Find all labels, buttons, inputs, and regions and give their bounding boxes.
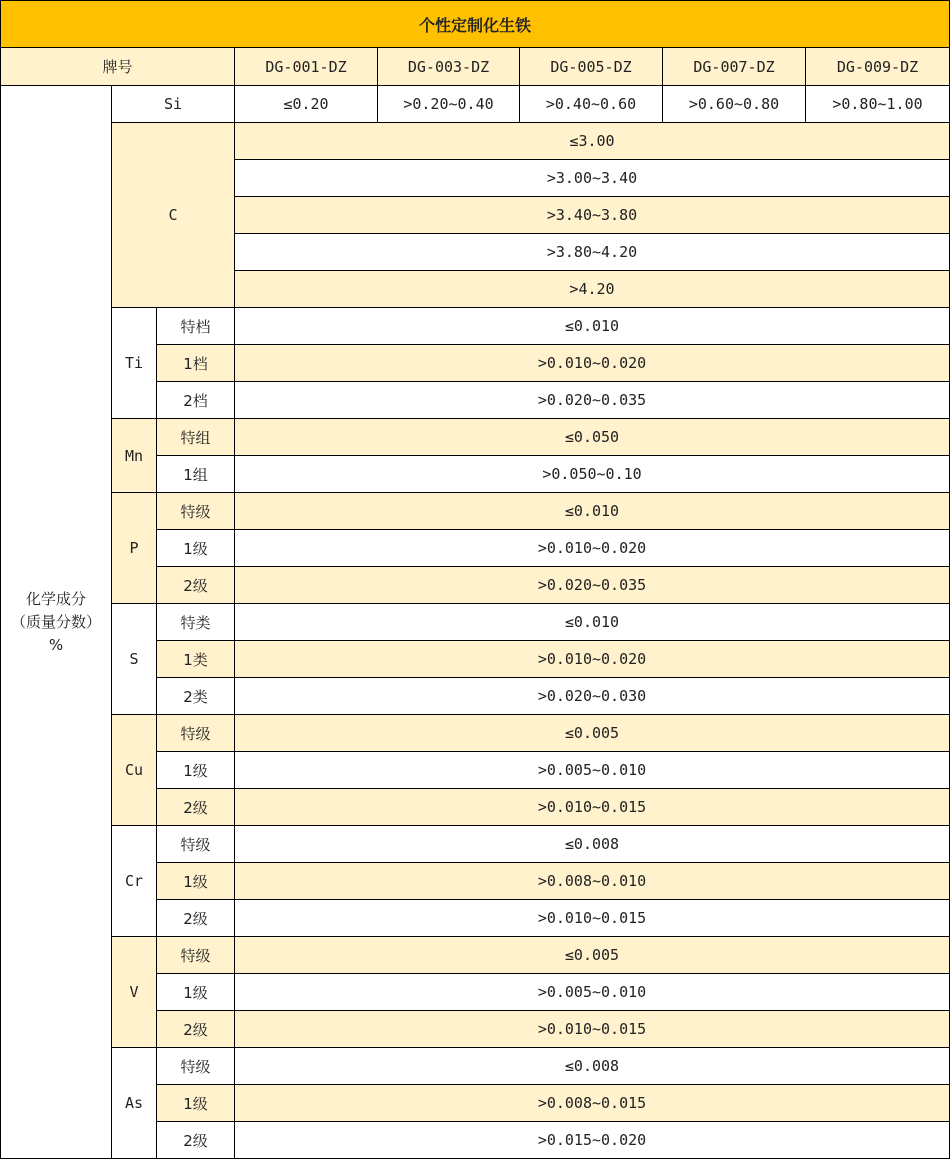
p-value: ≤0.010 (235, 493, 950, 530)
element-si: Si (112, 86, 235, 123)
as-value: >0.008~0.015 (235, 1085, 950, 1122)
title-row (1, 1, 950, 48)
s-value: ≤0.010 (235, 604, 950, 641)
p-value: >0.020~0.035 (235, 567, 950, 604)
category-label-line: % (48, 635, 64, 654)
element-c: C (112, 123, 235, 308)
as-level: 2级 (157, 1122, 235, 1159)
ti-level: 1档 (157, 345, 235, 382)
grade-header-row (1, 48, 950, 86)
cr-level: 2级 (157, 900, 235, 937)
as-value: >0.015~0.020 (235, 1122, 950, 1159)
element-cr: Cr (112, 826, 157, 937)
element-as: As (112, 1048, 157, 1159)
c-value-cell: >3.00~3.40 (235, 160, 950, 197)
s-value: >0.020~0.030 (235, 678, 950, 715)
category-label (1, 86, 112, 1159)
cr-level: 特级 (157, 826, 235, 863)
cu-value: ≤0.005 (235, 715, 950, 752)
v-value: >0.010~0.015 (235, 1011, 950, 1048)
grade-header-cell: DG-007-DZ (663, 48, 806, 86)
cr-value: ≤0.008 (235, 826, 950, 863)
si-value-cell: >0.60~0.80 (663, 86, 806, 123)
c-value-cell: >3.40~3.80 (235, 197, 950, 234)
mn-level: 1组 (157, 456, 235, 493)
cr-row (1, 826, 950, 863)
as-row (1, 1048, 950, 1085)
cr-level: 1级 (157, 863, 235, 900)
p-value: >0.010~0.020 (235, 530, 950, 567)
element-s: S (112, 604, 157, 715)
s-row (1, 604, 950, 641)
category-label-line: 化学成分 (25, 589, 86, 608)
si-value-cell: >0.20~0.40 (378, 86, 520, 123)
cu-value: >0.005~0.010 (235, 752, 950, 789)
ti-value: >0.020~0.035 (235, 382, 950, 419)
as-value: ≤0.008 (235, 1048, 950, 1085)
ti-level: 特档 (157, 308, 235, 345)
ti-level: 2档 (157, 382, 235, 419)
v-level: 特级 (157, 937, 235, 974)
element-p: P (112, 493, 157, 604)
cr-value: >0.008~0.010 (235, 863, 950, 900)
si-row (1, 86, 950, 123)
p-row (1, 493, 950, 530)
si-value-cell: ≤0.20 (235, 86, 378, 123)
element-v: V (112, 937, 157, 1048)
cu-value: >0.010~0.015 (235, 789, 950, 826)
ti-value: ≤0.010 (235, 308, 950, 345)
v-level: 1级 (157, 974, 235, 1011)
c-value-cell: ≤3.00 (235, 123, 950, 160)
s-level: 2类 (157, 678, 235, 715)
c-row (1, 123, 950, 160)
si-value-cell: >0.40~0.60 (520, 86, 663, 123)
as-level: 特级 (157, 1048, 235, 1085)
ti-row (1, 308, 950, 345)
mn-row (1, 419, 950, 456)
ti-value: >0.010~0.020 (235, 345, 950, 382)
p-level: 2级 (157, 567, 235, 604)
cu-level: 1级 (157, 752, 235, 789)
c-value-cell: >4.20 (235, 271, 950, 308)
element-ti: Ti (112, 308, 157, 419)
v-value: ≤0.005 (235, 937, 950, 974)
s-level: 1类 (157, 641, 235, 678)
cu-row (1, 715, 950, 752)
cu-level: 特级 (157, 715, 235, 752)
cu-level: 2级 (157, 789, 235, 826)
grade-header-cell: DG-009-DZ (806, 48, 950, 86)
grade-label: 牌号 (1, 48, 235, 86)
si-value-cell: >0.80~1.00 (806, 86, 950, 123)
category-label-line: （质量分数） (10, 612, 101, 631)
grade-header-cell: DG-001-DZ (235, 48, 378, 86)
mn-value: >0.050~0.10 (235, 456, 950, 493)
as-level: 1级 (157, 1085, 235, 1122)
grade-header-cell: DG-003-DZ (378, 48, 520, 86)
cr-value: >0.010~0.015 (235, 900, 950, 937)
v-level: 2级 (157, 1011, 235, 1048)
grade-header-cell: DG-005-DZ (520, 48, 663, 86)
p-level: 1级 (157, 530, 235, 567)
v-row (1, 937, 950, 974)
mn-value: ≤0.050 (235, 419, 950, 456)
s-level: 特类 (157, 604, 235, 641)
p-level: 特级 (157, 493, 235, 530)
c-value-cell: >3.80~4.20 (235, 234, 950, 271)
s-value: >0.010~0.020 (235, 641, 950, 678)
table-title: 个性定制化生铁 (1, 1, 950, 48)
element-mn: Mn (112, 419, 157, 493)
mn-level: 特组 (157, 419, 235, 456)
element-cu: Cu (112, 715, 157, 826)
v-value: >0.005~0.010 (235, 974, 950, 1011)
